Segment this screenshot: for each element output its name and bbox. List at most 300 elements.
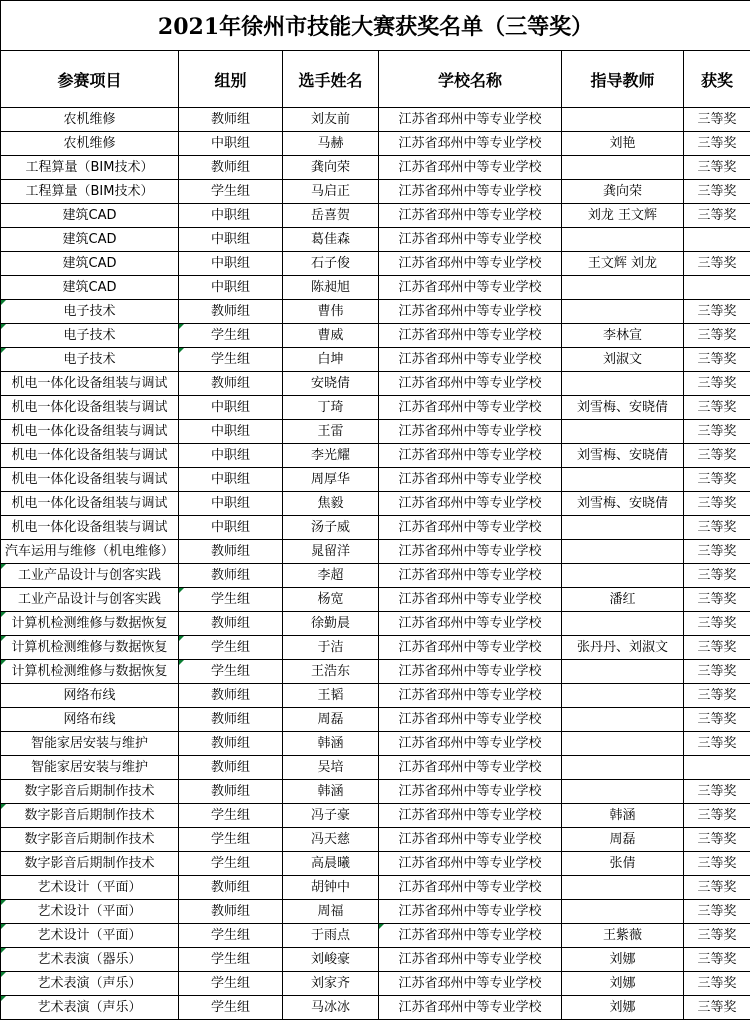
school-cell (379, 396, 562, 420)
group-cell-text: 中职组 (210, 280, 250, 295)
school-cell-text: 江苏省邳州中等专业学校 (398, 616, 542, 631)
contestant-cell-text: 王韬 (317, 688, 344, 703)
group-cell (179, 228, 283, 252)
project-cell-text: 艺术表演（声乐） (37, 976, 142, 991)
teacher-cell-text: 周磊 (609, 832, 636, 847)
school-cell-text: 江苏省邳州中等专业学校 (398, 1000, 542, 1015)
header-contestant: 选手姓名 (283, 51, 379, 108)
cell-note-marker (1, 804, 6, 809)
group-cell-text: 中职组 (210, 496, 250, 511)
project-cell-text: 工程算量（BIM技术） (25, 160, 154, 175)
table-row (1, 780, 750, 804)
contestant-cell (283, 516, 379, 540)
teacher-cell (562, 588, 684, 612)
group-cell-text: 教师组 (210, 760, 250, 775)
group-cell (179, 876, 283, 900)
school-cell (379, 804, 562, 828)
school-cell-text: 江苏省邳州中等专业学校 (398, 640, 542, 655)
group-cell-text: 教师组 (210, 568, 250, 583)
contestant-cell (283, 180, 379, 204)
contestant-cell-text: 韩涵 (317, 736, 344, 751)
project-cell (1, 564, 179, 588)
project-cell (1, 348, 179, 372)
award-cell (684, 228, 750, 252)
project-cell-text: 电子技术 (63, 352, 116, 367)
school-cell-text: 江苏省邳州中等专业学校 (398, 736, 542, 751)
contestant-cell (283, 228, 379, 252)
group-cell (179, 300, 283, 324)
project-cell-text: 艺术表演（器乐） (37, 952, 142, 967)
contestant-cell (283, 132, 379, 156)
teacher-cell (562, 660, 684, 684)
teacher-cell (562, 828, 684, 852)
group-cell (179, 396, 283, 420)
teacher-cell (562, 156, 684, 180)
school-cell (379, 852, 562, 876)
project-cell-text: 电子技术 (63, 304, 116, 319)
contestant-cell-text: 周福 (317, 904, 344, 919)
project-cell-text: 数字影音后期制作技术 (24, 856, 155, 871)
school-cell (379, 228, 562, 252)
teacher-cell (562, 780, 684, 804)
table-row (1, 924, 750, 948)
project-cell-text: 机电一体化设备组装与调试 (11, 496, 168, 511)
group-cell (179, 660, 283, 684)
teacher-cell (562, 996, 684, 1020)
header-award: 获奖 (684, 51, 750, 108)
contestant-cell (283, 996, 379, 1020)
teacher-cell-text: 刘艳 (609, 136, 636, 151)
award-cell-text: 三等奖 (697, 496, 737, 511)
teacher-cell (562, 444, 684, 468)
project-cell-text: 汽车运用与维修（机电维修） (4, 544, 174, 559)
group-cell-text: 中职组 (210, 472, 250, 487)
school-cell-text: 江苏省邳州中等专业学校 (398, 136, 542, 151)
table-row (1, 828, 750, 852)
contestant-cell-text: 晁留洋 (310, 544, 350, 559)
contestant-cell (283, 468, 379, 492)
award-cell (684, 588, 750, 612)
group-cell (179, 564, 283, 588)
project-cell-text: 机电一体化设备组装与调试 (11, 400, 168, 415)
award-cell (684, 204, 750, 228)
teacher-cell (562, 732, 684, 756)
project-cell (1, 612, 179, 636)
award-cell-text: 三等奖 (697, 928, 737, 943)
group-cell (179, 756, 283, 780)
contestant-cell (283, 252, 379, 276)
project-cell (1, 492, 179, 516)
project-cell (1, 276, 179, 300)
school-cell-text: 江苏省邳州中等专业学校 (398, 808, 542, 823)
school-cell (379, 684, 562, 708)
award-cell-text: 三等奖 (697, 112, 737, 127)
award-cell-text: 三等奖 (697, 568, 737, 583)
contestant-cell (283, 900, 379, 924)
group-cell (179, 372, 283, 396)
project-cell-text: 农机维修 (63, 136, 116, 151)
school-cell (379, 108, 562, 132)
award-cell (684, 684, 750, 708)
project-cell (1, 540, 179, 564)
cell-note-marker (179, 588, 184, 593)
project-cell (1, 780, 179, 804)
group-cell (179, 180, 283, 204)
cell-note-marker (1, 924, 6, 929)
table-row (1, 444, 750, 468)
teacher-cell (562, 348, 684, 372)
award-cell-text: 三等奖 (697, 976, 737, 991)
award-cell (684, 948, 750, 972)
award-cell-text: 三等奖 (697, 184, 737, 199)
teacher-cell (562, 540, 684, 564)
group-cell-text: 教师组 (210, 736, 250, 751)
project-cell (1, 828, 179, 852)
contestant-cell-text: 马冰冰 (310, 1000, 350, 1015)
header-school: 学校名称 (379, 51, 562, 108)
school-cell-text: 江苏省邳州中等专业学校 (398, 112, 542, 127)
teacher-cell (562, 252, 684, 276)
award-cell (684, 108, 750, 132)
group-cell (179, 204, 283, 228)
project-cell (1, 924, 179, 948)
group-cell-text: 学生组 (210, 328, 250, 343)
project-cell-text: 机电一体化设备组装与调试 (11, 376, 168, 391)
project-cell (1, 708, 179, 732)
award-cell (684, 252, 750, 276)
teacher-cell (562, 396, 684, 420)
contestant-cell-text: 于雨点 (310, 928, 350, 943)
contestant-cell-text: 周厚华 (310, 472, 350, 487)
contestant-cell-text: 丁琦 (317, 400, 344, 415)
contestant-cell-text: 王雷 (317, 424, 344, 439)
award-cell (684, 300, 750, 324)
school-cell (379, 300, 562, 324)
teacher-cell (562, 636, 684, 660)
school-cell-text: 江苏省邳州中等专业学校 (398, 160, 542, 175)
project-cell (1, 948, 179, 972)
group-cell-text: 学生组 (210, 664, 250, 679)
school-cell (379, 612, 562, 636)
contestant-cell-text: 刘峻豪 (310, 952, 350, 967)
school-cell (379, 444, 562, 468)
group-cell (179, 684, 283, 708)
project-cell-text: 机电一体化设备组装与调试 (11, 520, 168, 535)
school-cell (379, 732, 562, 756)
award-cell-text: 三等奖 (697, 736, 737, 751)
school-cell-text: 江苏省邳州中等专业学校 (398, 448, 542, 463)
contestant-cell (283, 156, 379, 180)
award-cell-text: 三等奖 (697, 592, 737, 607)
teacher-cell (562, 276, 684, 300)
cell-note-marker (1, 564, 6, 569)
contestant-cell-text: 石子俊 (310, 256, 350, 271)
cell-note-marker (179, 348, 184, 353)
group-cell-text: 学生组 (210, 976, 250, 991)
table-row (1, 300, 750, 324)
award-cell-text: 三等奖 (697, 688, 737, 703)
teacher-cell-text: 龚向荣 (602, 184, 642, 199)
teacher-cell (562, 372, 684, 396)
cell-note-marker (179, 660, 184, 665)
group-cell (179, 948, 283, 972)
award-cell (684, 444, 750, 468)
school-cell (379, 876, 562, 900)
group-cell-text: 中职组 (210, 136, 250, 151)
table-row (1, 228, 750, 252)
school-cell (379, 636, 562, 660)
contestant-cell (283, 828, 379, 852)
project-cell-text: 建筑CAD (62, 280, 117, 295)
group-cell-text: 学生组 (210, 1000, 250, 1015)
contestant-cell (283, 540, 379, 564)
table-row (1, 276, 750, 300)
teacher-cell-text: 张丹丹、刘淑文 (576, 640, 668, 655)
project-cell-text: 数字影音后期制作技术 (24, 784, 155, 799)
contestant-cell (283, 444, 379, 468)
school-cell-text: 江苏省邳州中等专业学校 (398, 328, 542, 343)
group-cell-text: 教师组 (210, 376, 250, 391)
group-cell-text: 教师组 (210, 784, 250, 799)
contestant-cell (283, 780, 379, 804)
table-row (1, 684, 750, 708)
group-cell-text: 学生组 (210, 592, 250, 607)
teacher-cell-text: 刘娜 (609, 976, 636, 991)
table-row (1, 108, 750, 132)
project-cell-text: 艺术设计（平面） (37, 880, 142, 895)
cell-note-marker (1, 636, 6, 641)
award-cell (684, 708, 750, 732)
contestant-cell (283, 108, 379, 132)
teacher-cell-text: 刘娜 (609, 1000, 636, 1015)
teacher-cell (562, 108, 684, 132)
project-cell (1, 396, 179, 420)
group-cell-text: 教师组 (210, 616, 250, 631)
teacher-cell (562, 924, 684, 948)
group-cell (179, 492, 283, 516)
project-cell (1, 132, 179, 156)
school-cell-text: 江苏省邳州中等专业学校 (398, 376, 542, 391)
teacher-cell-text: 刘龙 王文辉 (587, 208, 658, 223)
contestant-cell-text: 汤子威 (310, 520, 350, 535)
award-cell (684, 852, 750, 876)
award-cell (684, 468, 750, 492)
project-cell (1, 756, 179, 780)
project-cell (1, 252, 179, 276)
award-cell-text: 三等奖 (697, 352, 737, 367)
group-cell (179, 588, 283, 612)
project-cell (1, 732, 179, 756)
group-cell-text: 中职组 (210, 448, 250, 463)
award-cell (684, 804, 750, 828)
award-cell (684, 756, 750, 780)
table-row (1, 204, 750, 228)
contestant-cell (283, 684, 379, 708)
contestant-cell-text: 马启正 (310, 184, 350, 199)
contestant-cell (283, 396, 379, 420)
project-cell (1, 204, 179, 228)
cell-note-marker (1, 324, 6, 329)
project-cell-text: 工程算量（BIM技术） (25, 184, 154, 199)
school-cell-text: 江苏省邳州中等专业学校 (398, 184, 542, 199)
project-cell (1, 636, 179, 660)
header-group: 组别 (179, 51, 283, 108)
award-cell (684, 612, 750, 636)
school-cell-text: 江苏省邳州中等专业学校 (398, 400, 542, 415)
award-cell-text: 三等奖 (697, 832, 737, 847)
contestant-cell-text: 周磊 (317, 712, 344, 727)
award-cell (684, 276, 750, 300)
teacher-cell (562, 228, 684, 252)
school-cell (379, 996, 562, 1020)
table-row (1, 708, 750, 732)
contestant-cell-text: 李光耀 (310, 448, 350, 463)
project-cell-text: 网络布线 (63, 688, 116, 703)
school-cell-text: 江苏省邳州中等专业学校 (398, 784, 542, 799)
project-cell (1, 180, 179, 204)
school-cell-text: 江苏省邳州中等专业学校 (398, 952, 542, 967)
teacher-cell-text: 刘娜 (609, 952, 636, 967)
award-cell (684, 732, 750, 756)
school-cell-text: 江苏省邳州中等专业学校 (398, 928, 542, 943)
school-cell-text: 江苏省邳州中等专业学校 (398, 280, 542, 295)
school-cell (379, 972, 562, 996)
teacher-cell (562, 612, 684, 636)
teacher-cell (562, 132, 684, 156)
teacher-cell (562, 900, 684, 924)
contestant-cell (283, 612, 379, 636)
contestant-cell-text: 韩涵 (317, 784, 344, 799)
table-row (1, 324, 750, 348)
school-cell (379, 756, 562, 780)
school-cell (379, 660, 562, 684)
contestant-cell (283, 756, 379, 780)
contestant-cell (283, 708, 379, 732)
project-cell-text: 智能家居安装与维护 (30, 760, 148, 775)
table-row (1, 564, 750, 588)
project-cell-text: 艺术设计（平面） (37, 928, 142, 943)
contestant-cell (283, 852, 379, 876)
project-cell-text: 工业产品设计与创客实践 (17, 568, 161, 583)
cell-note-marker (1, 612, 6, 617)
project-cell-text: 农机维修 (63, 112, 116, 127)
school-cell-text: 江苏省邳州中等专业学校 (398, 688, 542, 703)
table-row (1, 252, 750, 276)
group-cell (179, 468, 283, 492)
award-cell-text: 三等奖 (697, 616, 737, 631)
award-cell (684, 564, 750, 588)
award-cell-text: 三等奖 (697, 664, 737, 679)
group-cell-text: 教师组 (210, 712, 250, 727)
group-cell-text: 教师组 (210, 304, 250, 319)
teacher-cell (562, 180, 684, 204)
contestant-cell (283, 420, 379, 444)
school-cell-text: 江苏省邳州中等专业学校 (398, 880, 542, 895)
header-teacher: 指导教师 (562, 51, 684, 108)
group-cell-text: 教师组 (210, 112, 250, 127)
school-cell (379, 540, 562, 564)
contestant-cell (283, 660, 379, 684)
table-row (1, 852, 750, 876)
page-title: 2021年徐州市技能大赛获奖名单（三等奖） (1, 1, 750, 51)
teacher-cell (562, 420, 684, 444)
school-cell-text: 江苏省邳州中等专业学校 (398, 592, 542, 607)
project-cell (1, 660, 179, 684)
contestant-cell-text: 吴培 (317, 760, 344, 775)
group-cell-text: 学生组 (210, 832, 250, 847)
table-row (1, 132, 750, 156)
school-cell (379, 564, 562, 588)
project-cell (1, 972, 179, 996)
contestant-cell (283, 324, 379, 348)
award-cell (684, 396, 750, 420)
school-cell (379, 516, 562, 540)
cell-note-marker (1, 660, 6, 665)
contestant-cell-text: 曹威 (317, 328, 344, 343)
table-row (1, 420, 750, 444)
award-cell (684, 876, 750, 900)
award-cell-text: 三等奖 (697, 256, 737, 271)
group-cell (179, 156, 283, 180)
award-cell-text: 三等奖 (697, 160, 737, 175)
teacher-cell-text: 韩涵 (609, 808, 636, 823)
contestant-cell (283, 732, 379, 756)
contestant-cell-text: 徐勤晨 (310, 616, 350, 631)
contestant-cell (283, 636, 379, 660)
school-cell-text: 江苏省邳州中等专业学校 (398, 544, 542, 559)
contestant-cell (283, 564, 379, 588)
contestant-cell (283, 588, 379, 612)
contestant-cell-text: 胡钟中 (310, 880, 350, 895)
project-cell-text: 电子技术 (63, 328, 116, 343)
contestant-cell (283, 348, 379, 372)
award-cell-text: 三等奖 (697, 472, 737, 487)
contestant-cell-text: 曹伟 (317, 304, 344, 319)
award-cell-text: 三等奖 (697, 376, 737, 391)
school-cell (379, 900, 562, 924)
school-cell-text: 江苏省邳州中等专业学校 (398, 208, 542, 223)
contestant-cell-text: 安晓倩 (310, 376, 350, 391)
group-cell (179, 276, 283, 300)
teacher-cell (562, 468, 684, 492)
project-cell-text: 艺术表演（声乐） (37, 1000, 142, 1015)
contestant-cell-text: 岳喜贺 (310, 208, 350, 223)
contestant-cell-text: 焦毅 (317, 496, 344, 511)
contestant-cell-text: 龚向荣 (310, 160, 350, 175)
school-cell-text: 江苏省邳州中等专业学校 (398, 664, 542, 679)
group-cell (179, 780, 283, 804)
cell-note-marker (1, 972, 6, 977)
school-cell-text: 江苏省邳州中等专业学校 (398, 856, 542, 871)
school-cell-text: 江苏省邳州中等专业学校 (398, 904, 542, 919)
table-row (1, 516, 750, 540)
contestant-cell (283, 924, 379, 948)
award-cell (684, 492, 750, 516)
project-cell-text: 机电一体化设备组装与调试 (11, 472, 168, 487)
group-cell-text: 学生组 (210, 640, 250, 655)
contestant-cell (283, 876, 379, 900)
group-cell-text: 学生组 (210, 184, 250, 199)
project-cell (1, 588, 179, 612)
group-cell (179, 828, 283, 852)
award-cell-text: 三等奖 (697, 136, 737, 151)
table-row (1, 492, 750, 516)
group-cell (179, 972, 283, 996)
school-cell (379, 348, 562, 372)
award-cell-text: 三等奖 (697, 712, 737, 727)
award-cell-text: 三等奖 (697, 400, 737, 415)
school-cell-text: 江苏省邳州中等专业学校 (398, 472, 542, 487)
